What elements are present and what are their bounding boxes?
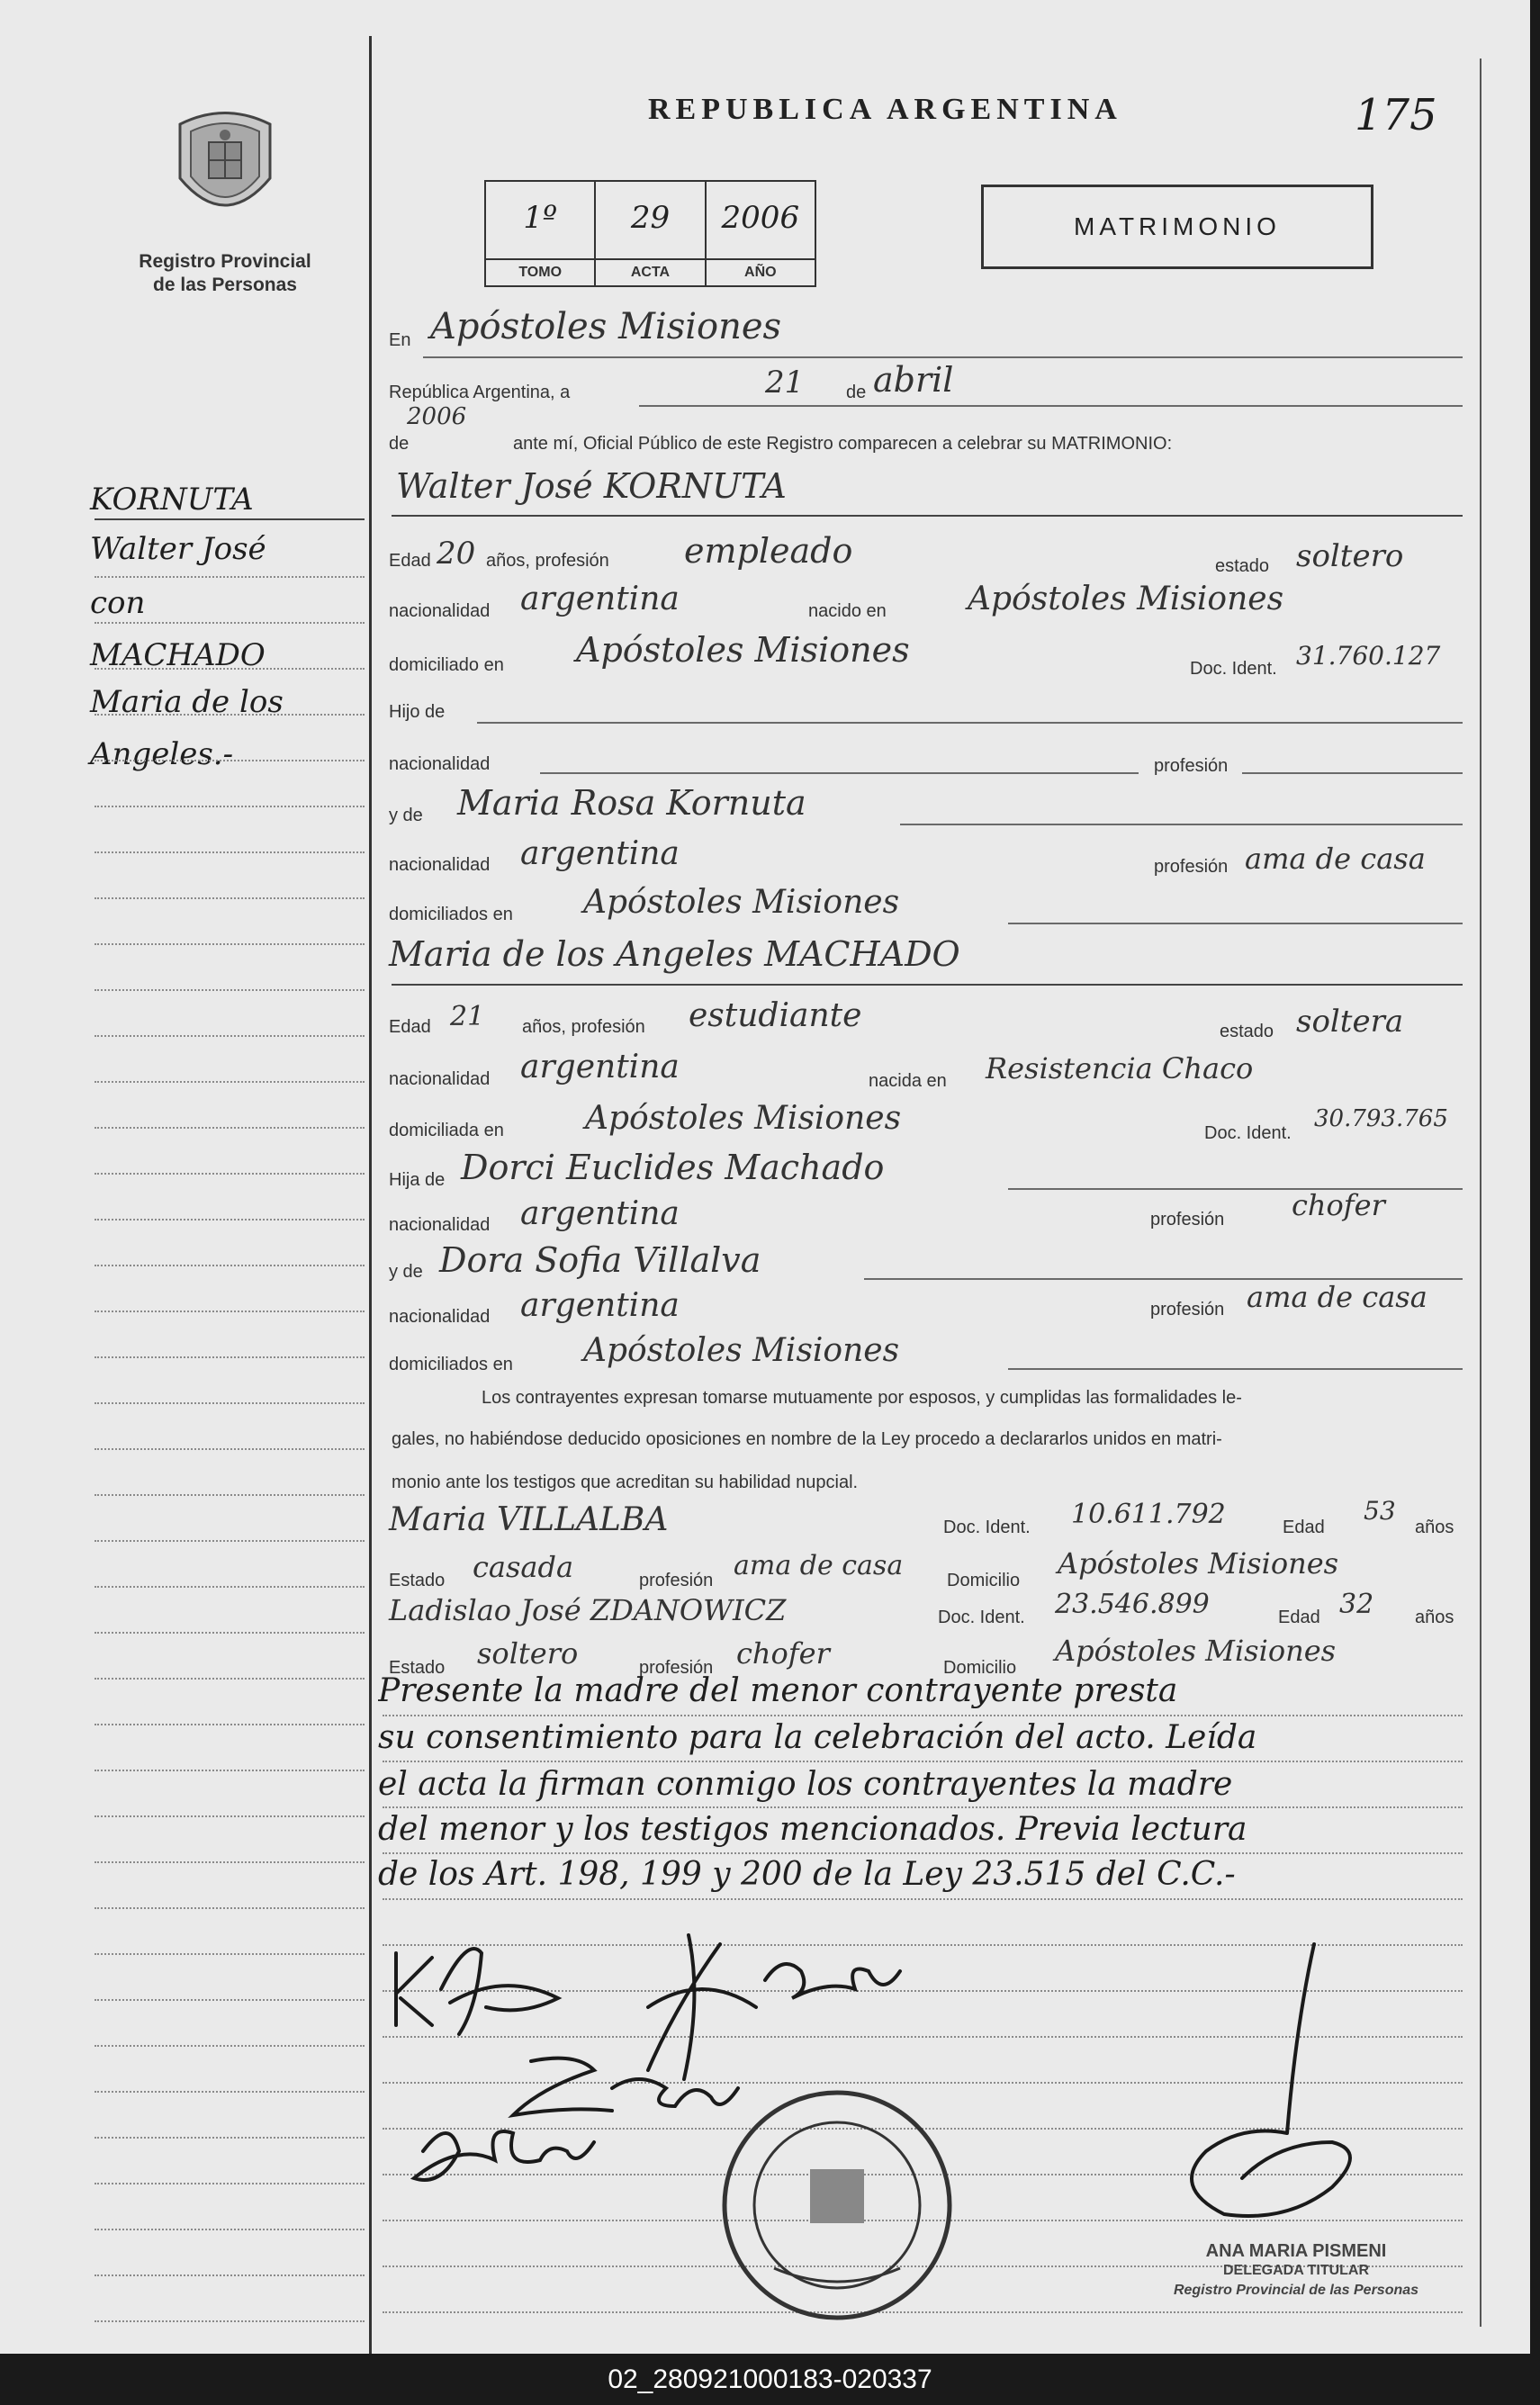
rule [392,515,1463,517]
official-stamp [725,2093,950,2318]
registry-seal-icon [171,106,279,229]
groom-nationality: argentina [520,581,680,617]
bride-father-name: Dorci Euclides Machado [461,1148,885,1187]
acta-reference-box [484,180,816,287]
margin-ruled-line [95,2137,365,2139]
acta-value: 29 [630,200,671,236]
rule [639,405,1463,407]
margin-ruled-line [95,668,365,670]
republica-label: República Argentina, a [389,383,571,402]
rule [1008,1368,1463,1370]
witness2-estado-label: Estado [389,1658,446,1678]
margin-ruled-line [95,1448,365,1450]
margin-ruled-line [95,714,365,716]
margin-note-line: Angeles.- [90,736,234,772]
witness1-estado-label: Estado [389,1571,446,1590]
acta-label: ACTA [596,258,704,285]
margin-ruled-line [95,1770,365,1771]
bride-parents-domicile: Apóstoles Misiones [583,1332,900,1369]
registry-label-line1: Registro Provincial [139,251,311,272]
bride-father-profession: chofer [1292,1188,1385,1222]
official-stamp-block [1161,2241,1431,2301]
acta-cell [596,182,706,285]
bride-profession: estudiante [689,997,862,1034]
margin-rule [95,518,365,520]
groom-father-nat-label: nacionalidad [389,754,491,774]
bride-edad-label: Edad [389,1017,431,1037]
bride-nacida-label: nacida en [869,1071,947,1091]
margin-ruled-line [95,1953,365,1955]
groom-domicile-label: domiciliado en [389,655,504,675]
margin-ruled-line [95,2274,365,2276]
margin-note-line: con [90,585,146,621]
bride-doc-label: Doc. Ident. [1204,1123,1292,1143]
rule [477,722,1463,724]
registry-label-line2: de las Personas [153,275,297,295]
tomo-value: 1º [523,200,557,236]
witness1-civil-status: casada [473,1550,574,1584]
registry-label [99,250,351,297]
bride-mother-nat-label: nacionalidad [389,1307,491,1327]
declaration-line1: Los contrayentes expresan tomarse mutuamente por esposos, y cumplidas las formalidades le- [482,1388,1242,1408]
witness2-civil-status: soltero [477,1636,579,1671]
groom-mother-name: Maria Rosa Kornuta [457,783,806,823]
margin-ruled-line [95,851,365,853]
witness1-prof-label: profesión [639,1571,714,1590]
margin-ruled-line [95,1632,365,1634]
groom-parents-dom-label: domiciliados en [389,905,513,924]
groom-mother-nationality: argentina [520,835,680,872]
bride-nationality-label: nacionalidad [389,1069,491,1089]
witness2-dom-label: Domicilio [943,1658,1017,1678]
witness1-dom-label: Domicilio [947,1571,1021,1590]
margin-ruled-line [95,989,365,991]
margin-ruled-line [95,1265,365,1266]
groom-civil-status: soltero [1296,538,1404,574]
en-label: En [389,330,411,350]
de2-label: de [389,434,410,454]
groom-age: 20 [437,536,476,572]
bride-doc: 30.793.765 [1314,1105,1448,1132]
marriage-place: Apóstoles Misiones [430,306,782,347]
body-ruled-line [383,1852,1463,1854]
rule [1242,772,1463,774]
signature-pismeni [1192,1944,1350,2216]
margin-ruled-line [95,806,365,807]
groom-hijo-label: Hijo de [389,702,446,722]
tomo-cell [486,182,596,285]
margin-ruled-line [95,1081,365,1083]
bride-civil-status: soltera [1296,1004,1404,1040]
rule [540,772,1139,774]
bride-birthplace: Resistencia Chaco [986,1051,1254,1085]
groom-mother-nat-label: nacionalidad [389,855,491,875]
margin-ruled-line [95,1724,365,1725]
witness2-age: 32 [1339,1589,1374,1620]
bride-estado-label: estado [1220,1022,1274,1041]
margin-divider [369,36,372,2354]
margin-note-line: Maria de los [90,684,284,720]
witness2-domicile: Apóstoles Misiones [1055,1634,1337,1668]
bride-age: 21 [450,1001,485,1032]
marriage-day: 21 [765,365,805,401]
margin-ruled-line [95,760,365,761]
witness2-doc-label: Doc. Ident. [938,1608,1025,1627]
margin-ruled-line [95,897,365,899]
margin-ruled-line [95,1999,365,2001]
margin-ruled-line [95,1494,365,1496]
margin-ruled-line [95,1219,365,1221]
margin-ruled-line [95,1356,365,1358]
margin-ruled-line [95,1035,365,1037]
witness1-profession: ama de casa [734,1550,904,1581]
marriage-year: 2006 [407,403,467,430]
margin-note-line: MACHADO [90,637,266,673]
rule [1008,1188,1463,1190]
bride-mother-prof-label: profesión [1150,1300,1225,1320]
margin-ruled-line [95,2320,365,2322]
groom-profession-label: años, profesión [486,551,609,571]
signature-kornuta [396,1949,558,2034]
document-identifier: 02_280921000183-020337 [608,2364,932,2394]
margin-ruled-line [95,2091,365,2093]
body-ruled-line [383,1761,1463,1762]
witness2-anos-label: años [1415,1608,1454,1627]
witness2-name: Ladislao José ZDANOWICZ [389,1593,787,1627]
notes-line: de los Art. 198, 199 y 200 de la Ley 23.515 del C.C.- [378,1856,1236,1893]
margin-ruled-line [95,2229,365,2230]
witness2-doc: 23.546.899 [1055,1589,1210,1620]
bride-nationality: argentina [520,1049,680,1085]
margin-ruled-line [95,1907,365,1909]
groom-father-prof-label: profesión [1154,756,1229,776]
margin-ruled-line [95,1540,365,1542]
witness2-profession: chofer [736,1636,830,1671]
bride-name: Maria de los Angeles MACHADO [389,934,960,974]
margin-ruled-line [95,1173,365,1175]
bride-father-prof-label: profesión [1150,1210,1225,1230]
ano-value: 2006 [721,200,800,236]
bride-father-nat-label: nacionalidad [389,1215,491,1235]
signature-machado [648,1935,900,2079]
body-ruled-line [383,1715,1463,1716]
groom-doc: 31.760.127 [1296,641,1441,671]
bride-father-nationality: argentina [520,1195,680,1232]
bride-parents-dom-label: domiciliados en [389,1355,513,1374]
groom-domicile: Apóstoles Misiones [576,630,910,670]
ano-label: AÑO [707,258,815,285]
margin-ruled-line [95,1586,365,1588]
ano-cell [707,182,815,285]
official-title: DELEGADA TITULAR [1222,2263,1370,2278]
groom-mother-prof-label: profesión [1154,857,1229,877]
bride-domicile-label: domiciliada en [389,1121,504,1140]
page-edge-line [1480,59,1481,2327]
bride-domicile: Apóstoles Misiones [585,1100,902,1137]
groom-nacido-label: nacido en [808,601,887,621]
groom-estado-label: estado [1215,556,1270,576]
rule [423,356,1463,358]
notes-line: su consentimiento para la celebración del acto. Leída [378,1719,1257,1756]
witness1-age: 53 [1364,1496,1396,1526]
groom-yde-label: y de [389,806,423,825]
witness2-prof-label: profesión [639,1658,714,1678]
bride-mother-name: Dora Sofia Villalva [439,1240,761,1280]
witness1-anos-label: años [1415,1518,1454,1537]
marriage-month: abril [873,360,954,400]
official-name: ANA MARIA PISMENI [1205,2241,1387,2261]
bride-mother-nationality: argentina [520,1287,680,1324]
groom-nationality-label: nacionalidad [389,601,491,621]
bride-yde-label: y de [389,1262,423,1282]
groom-parents-domicile: Apóstoles Misiones [583,884,900,921]
witness1-name: Maria VILLALBA [389,1501,669,1538]
groom-name: Walter José KORNUTA [396,466,787,506]
notes-line: el acta la firman conmigo los contrayentes la madre [378,1766,1233,1803]
witness1-doc-label: Doc. Ident. [943,1518,1031,1537]
rule [392,984,1463,986]
groom-edad-label: Edad [389,551,431,571]
margin-ruled-line [95,1678,365,1680]
rule [900,824,1463,825]
groom-profession: empleado [684,531,853,571]
margin-ruled-line [95,943,365,945]
notes-line: Presente la madre del menor contrayente presta [378,1672,1178,1709]
signature-zdanowicz [513,2058,738,2115]
margin-note-line: KORNUTA [90,482,254,518]
margin-note-line: Walter José [90,531,266,567]
margin-ruled-line [95,1127,365,1129]
declaration-line2: gales, no habiéndose deducido oposiciones en nombre de la Ley procedo a declararlos unidos en matri- [392,1429,1222,1449]
witness2-edad-label: Edad [1278,1608,1320,1627]
margin-ruled-line [95,1402,365,1404]
record-type-box: MATRIMONIO [981,185,1373,269]
folio-number: 175 [1355,90,1437,140]
body-ruled-line [383,1806,1463,1808]
margin-ruled-line [95,2183,365,2184]
de-label: de [846,383,867,402]
margin-ruled-line [95,1861,365,1863]
bride-mother-profession: ama de casa [1247,1280,1427,1314]
margin-ruled-line [95,1815,365,1817]
declaration-line3: monio ante los testigos que acreditan su habilidad nupcial. [392,1473,859,1492]
margin-ruled-line [95,622,365,624]
notes-line: del menor y los testigos mencionados. Previa lectura [378,1811,1247,1848]
witness1-domicile: Apóstoles Misiones [1058,1546,1339,1581]
body-ruled-line [383,1898,1463,1900]
bride-profession-label: años, profesión [522,1017,645,1037]
signature-villalba [414,2131,594,2180]
witness1-edad-label: Edad [1283,1518,1325,1537]
margin-ruled-line [95,2045,365,2047]
margin-ruled-line [95,1311,365,1312]
groom-doc-label: Doc. Ident. [1190,659,1277,679]
witness1-doc: 10.611.792 [1071,1499,1226,1530]
country-header: REPUBLICA ARGENTINA [648,93,1122,126]
margin-ruled-line [95,576,365,578]
rule [1008,923,1463,924]
tomo-label: TOMO [486,258,594,285]
intro-text: ante mí, Oficial Público de este Registro comparecen a celebrar su MATRIMONIO: [513,434,1173,454]
groom-birthplace: Apóstoles Misiones [968,581,1284,617]
groom-mother-profession: ama de casa [1245,842,1426,876]
bride-hija-label: Hija de [389,1170,446,1190]
official-office: Registro Provincial de las Personas [1173,2283,1419,2298]
